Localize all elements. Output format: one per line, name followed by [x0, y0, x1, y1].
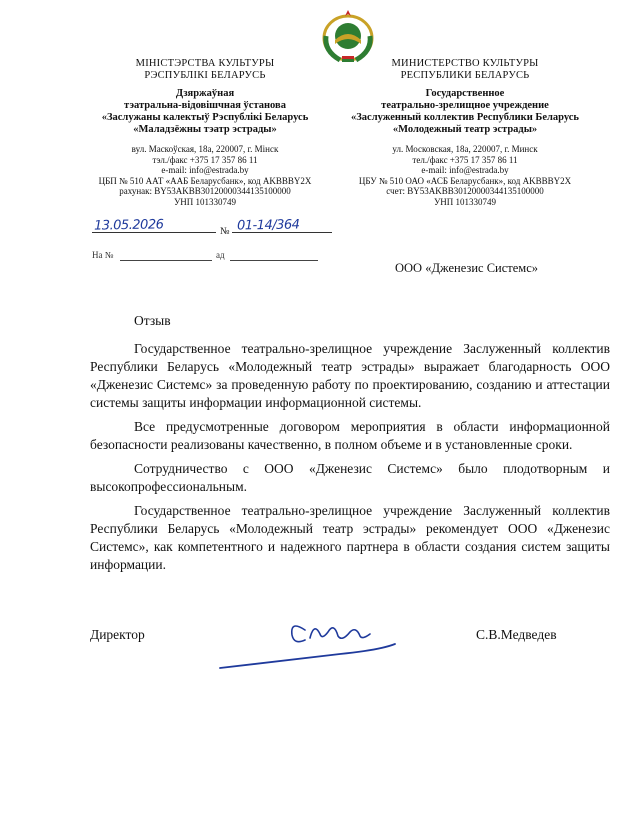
- header-left: [70, 58, 340, 207]
- paragraph-4: Государственное театрально-зрелищное учреждение Заслуженный коллектив Республики Беларусь «Молодежный театр эстрады» рекомендует ООО «Дженезис Системс», как компетентного и надежного партнера в области создания систем защиты информации.: [90, 503, 610, 572]
- handwritten-number: 01-14/364: [236, 217, 300, 234]
- handwritten-date: 13.05.2026: [93, 217, 164, 234]
- handwritten-signature: [210, 610, 410, 680]
- ad-blank-line: [230, 260, 318, 261]
- address-block-by: вул. Маскоўская, 18а, 220007, г. Мінск тэл./факс +375 17 357 86 11 e-mail: info@estrada.by ЦБП № 510 ААТ «ААБ Беларусбанк», код AKBBBY2X рахунак: BY53AKBB30120000344135100000 УНП 101330749: [98, 144, 312, 207]
- date-underline: [92, 232, 216, 233]
- paragraph-1: Государственное театрально-зрелищное учреждение Заслуженный коллектив Республики Беларусь «Молодежный театр эстрады» выражает благодарность ООО «Дженезис Системс» за проведенную работу по проектированию, созданию и аттестации системы защиты информации информационной системы.: [90, 341, 610, 410]
- number-underline: [232, 232, 332, 233]
- letter-body: [90, 312, 610, 580]
- number-label: №: [220, 226, 230, 237]
- organization-name-ru: Государственное театрально-зрелищное учреждение «Заслуженный коллектив Республики Беларусь «Молодежный театр эстрады»: [351, 88, 579, 135]
- address-block-ru: ул. Московская, 18а, 220007, г. Минск тел./факс +375 17 357 86 11 e-mail: info@estrada.by ЦБУ № 510 ОАО «АСБ Беларусбанк», код AKBBBY2X счет: BY53AKBB30120000344135100000 УНП 101330749: [358, 144, 572, 207]
- signatory-name: С.В.Медведев: [476, 627, 557, 642]
- paragraph-3: Сотрудничество с ООО «Дженезис Системс» было плодотворным и высокопрофессиональным.: [90, 461, 610, 494]
- na-blank-line: [120, 260, 212, 261]
- recipient: ООО «Дженезис Системс»: [395, 261, 538, 275]
- state-emblem-icon: [318, 6, 378, 64]
- ministry-name-by: МІНІСТЭРСТВА КУЛЬТУРЫ РЭСПУБЛІКІ БЕЛАРУСЬ: [135, 58, 275, 81]
- signatory-role: Директор: [90, 627, 145, 642]
- paragraph-2: Все предусмотренные договором мероприятия в области информационной безопасности реализованы качественно, в полном объеме и в установленные сроки.: [90, 419, 610, 452]
- header-right: [330, 58, 600, 207]
- outgoing-reference: [92, 217, 332, 240]
- ad-label: ад: [216, 250, 225, 260]
- na-label: На №: [92, 250, 114, 260]
- incoming-reference: [92, 250, 332, 266]
- organization-name-by: Дзяржаўная тэатральна-відовішчная ўстанова «Заслужаны калектыў Рэспублікі Беларусь «Маладзёжны тэатр эстрады»: [101, 88, 309, 135]
- letter-title: Отзыв: [134, 313, 171, 328]
- ministry-name-ru: МИНИСТЕРСТВО КУЛЬТУРЫ РЕСПУБЛИКИ БЕЛАРУСЬ: [391, 58, 539, 81]
